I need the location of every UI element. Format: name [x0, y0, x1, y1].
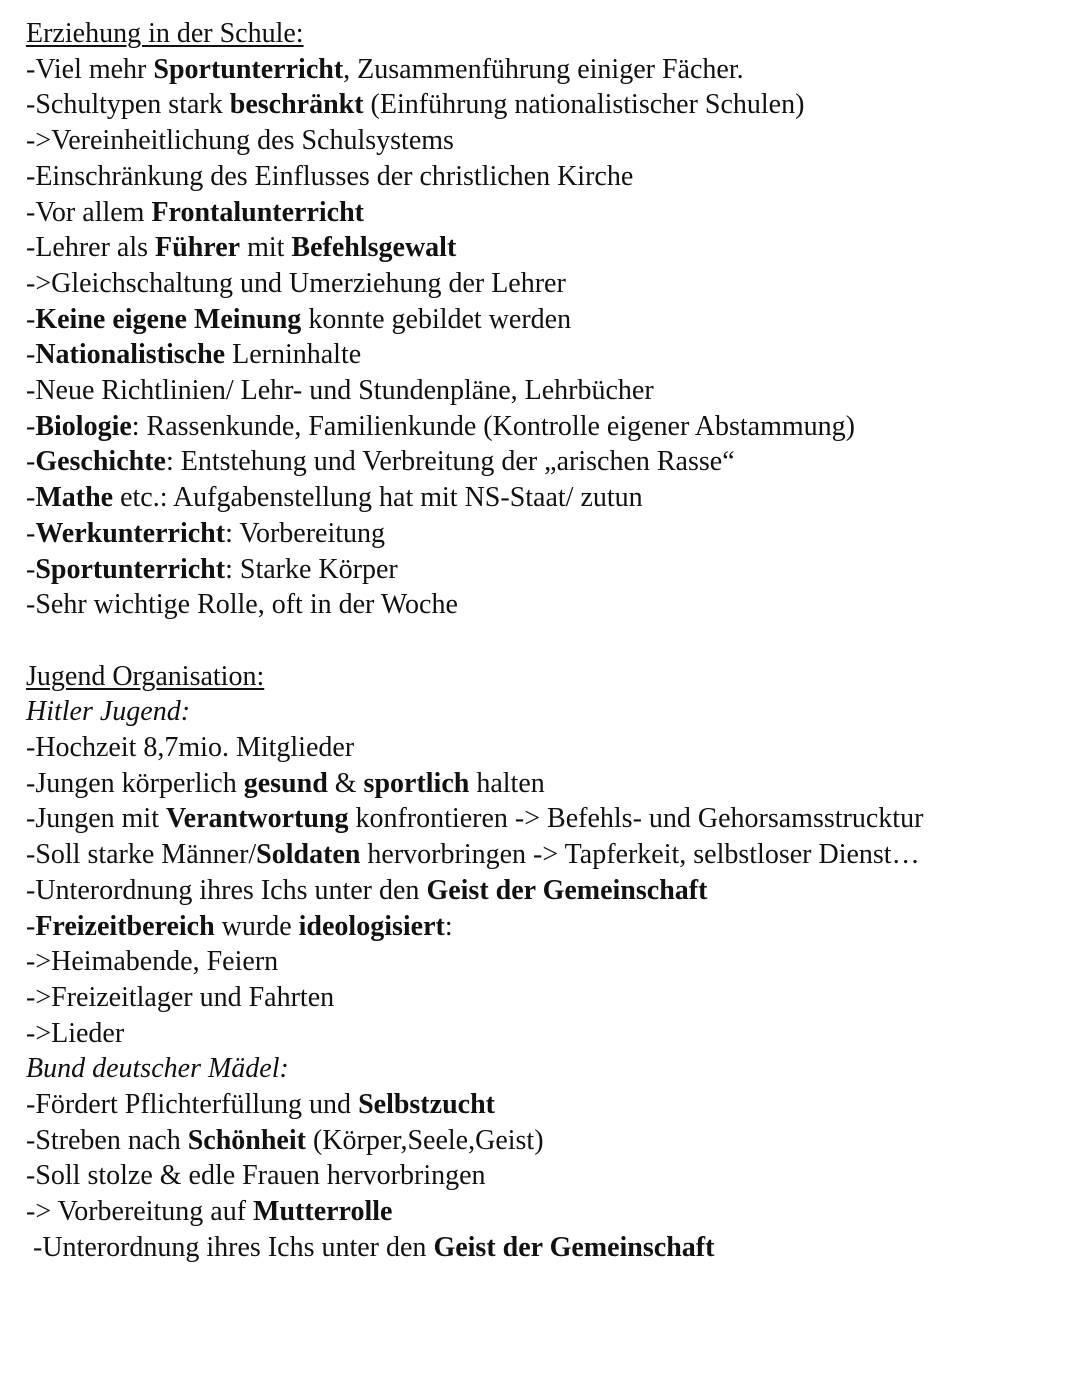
- text: ->Heimabende, Feiern: [26, 946, 279, 978]
- list-item: [26, 373, 1066, 409]
- list-item: [26, 909, 1066, 945]
- text: -> Vorbereitung auf: [26, 1196, 254, 1228]
- text: -Sehr wichtige Rolle, oft in der Woche: [26, 589, 458, 621]
- text: -Fördert Pflichterfüllung und: [26, 1089, 359, 1121]
- list-item: [26, 195, 1066, 231]
- text: etc.: Aufgabenstellung hat mit NS-Staat/ zutun: [113, 482, 643, 514]
- text: : Vorbereitung: [225, 517, 386, 549]
- text: -: [26, 482, 36, 514]
- bold-text: Mathe: [35, 482, 114, 514]
- text: ->Lieder: [26, 1017, 125, 1049]
- bold-text: Freizeitbereich: [35, 910, 215, 942]
- bold-text: beschränkt: [229, 89, 364, 121]
- list-item: [26, 123, 1066, 159]
- list-item: [26, 230, 1066, 266]
- text: -Schultypen stark: [26, 89, 230, 121]
- text: -Soll stolze & edle Frauen hervorbringen: [26, 1160, 486, 1192]
- list-item: [26, 1123, 1066, 1159]
- list-item: [26, 52, 1066, 88]
- bold-text: Selbstzucht: [358, 1089, 495, 1121]
- text: -: [26, 339, 36, 371]
- bold-text: Werkunterricht: [35, 517, 226, 549]
- text: -Hochzeit 8,7mio. Mitglieder: [26, 732, 355, 764]
- bdm-list: [26, 1087, 1066, 1266]
- text: ->Gleichschaltung und Umerziehung der Lehrer: [26, 267, 566, 299]
- bold-text: Soldaten: [256, 839, 361, 871]
- bold-text: Nationalistische: [35, 339, 226, 371]
- list-item: [26, 302, 1066, 338]
- list-item: [26, 730, 1066, 766]
- text: konfrontieren -> Befehls- und Gehorsamsstrucktur: [348, 803, 924, 835]
- text: -: [26, 410, 36, 442]
- list-item: [26, 1194, 1066, 1230]
- bold-text: Mutterrolle: [253, 1196, 393, 1228]
- text: -: [26, 446, 36, 478]
- school-list: [26, 52, 1066, 623]
- bold-text: Verantwortung: [166, 803, 349, 835]
- text: :: [444, 910, 453, 942]
- text: -: [26, 553, 36, 585]
- bold-text: Frontalunterricht: [151, 196, 365, 228]
- text: -Lehrer als: [26, 232, 156, 264]
- bold-text: Geschichte: [35, 446, 166, 478]
- list-item: [26, 944, 1066, 980]
- list-item: [26, 1016, 1066, 1052]
- text: (Körper,Seele,Geist): [305, 1124, 544, 1156]
- text: wurde: [214, 910, 299, 942]
- bold-text: Befehlsgewalt: [291, 232, 457, 264]
- bold-text: Führer: [155, 232, 241, 264]
- text: ->Freizeitlager und Fahrten: [26, 981, 335, 1013]
- list-item: [26, 87, 1066, 123]
- bold-text: Schönheit: [187, 1124, 306, 1156]
- text: halten: [469, 767, 545, 799]
- text: , Zusammenführung einiger Fächer.: [343, 53, 744, 85]
- text: Lerninhalte: [225, 339, 362, 371]
- list-item: [26, 516, 1066, 552]
- bold-text: Sportunterricht: [153, 53, 344, 85]
- list-item: [26, 873, 1066, 909]
- section-spacer: [26, 623, 1066, 659]
- document-page: [26, 16, 1066, 1266]
- bold-text: Keine eigene Meinung: [35, 303, 302, 335]
- text: -Unterordnung ihres Ichs unter den: [26, 1231, 434, 1263]
- list-item: [26, 587, 1066, 623]
- hitler-jugend-list: [26, 730, 1066, 1051]
- text: -Streben nach: [26, 1124, 188, 1156]
- list-item: [26, 266, 1066, 302]
- text: -Neue Richtlinien/ Lehr- und Stundenpläne, Lehrbücher: [26, 375, 654, 407]
- bold-text: Geist der Gemeinschaft: [426, 874, 708, 906]
- text: : Rassenkunde, Familienkunde (Kontrolle eigener Abstammung): [131, 410, 855, 442]
- list-item: [26, 480, 1066, 516]
- bold-text: sportlich: [363, 767, 470, 799]
- list-item: [26, 1158, 1066, 1194]
- list-item: [26, 159, 1066, 195]
- text: -Jungen mit: [26, 803, 166, 835]
- bdm-title: Bund deutscher Mädel:: [26, 1053, 289, 1085]
- bold-text: Biologie: [35, 410, 132, 442]
- list-item: [26, 409, 1066, 445]
- list-item: [26, 801, 1066, 837]
- text: mit: [240, 232, 292, 264]
- text: : Starke Körper: [225, 553, 398, 585]
- text: &: [327, 767, 364, 799]
- text: -Jungen körperlich: [26, 767, 244, 799]
- text: -Viel mehr: [26, 53, 154, 85]
- bold-text: Sportunterricht: [35, 553, 226, 585]
- text: (Einführung nationalistischer Schulen): [363, 89, 805, 121]
- list-item: [26, 1230, 1066, 1266]
- text: ->Vereinheitlichung des Schulsystems: [26, 125, 454, 157]
- list-item: [26, 444, 1066, 480]
- bold-text: ideologisiert: [298, 910, 445, 942]
- school-heading: Erziehung in der Schule:: [26, 18, 304, 49]
- text: -: [26, 910, 36, 942]
- text: -Vor allem: [26, 196, 152, 228]
- text: -Einschränkung des Einflusses der christlichen Kirche: [26, 160, 634, 192]
- text: konnte gebildet werden: [301, 303, 572, 335]
- text: -: [26, 517, 36, 549]
- text: -: [26, 303, 36, 335]
- list-item: [26, 1087, 1066, 1123]
- bold-text: Geist der Gemeinschaft: [433, 1231, 715, 1263]
- hitler-jugend-title: Hitler Jugend:: [26, 696, 191, 728]
- bold-text: gesund: [243, 767, 328, 799]
- list-item: [26, 337, 1066, 373]
- text: hervorbringen -> Tapferkeit, selbstloser Dienst…: [360, 839, 920, 871]
- youth-heading: Jugend Organisation:: [26, 660, 265, 692]
- list-item: [26, 766, 1066, 802]
- list-item: [26, 980, 1066, 1016]
- text: : Entstehung und Verbreitung der „arischen Rasse“: [165, 446, 735, 478]
- list-item: [26, 552, 1066, 588]
- list-item: [26, 837, 1066, 873]
- text: -Soll starke Männer/: [26, 839, 257, 871]
- text: -Unterordnung ihres Ichs unter den: [26, 874, 427, 906]
